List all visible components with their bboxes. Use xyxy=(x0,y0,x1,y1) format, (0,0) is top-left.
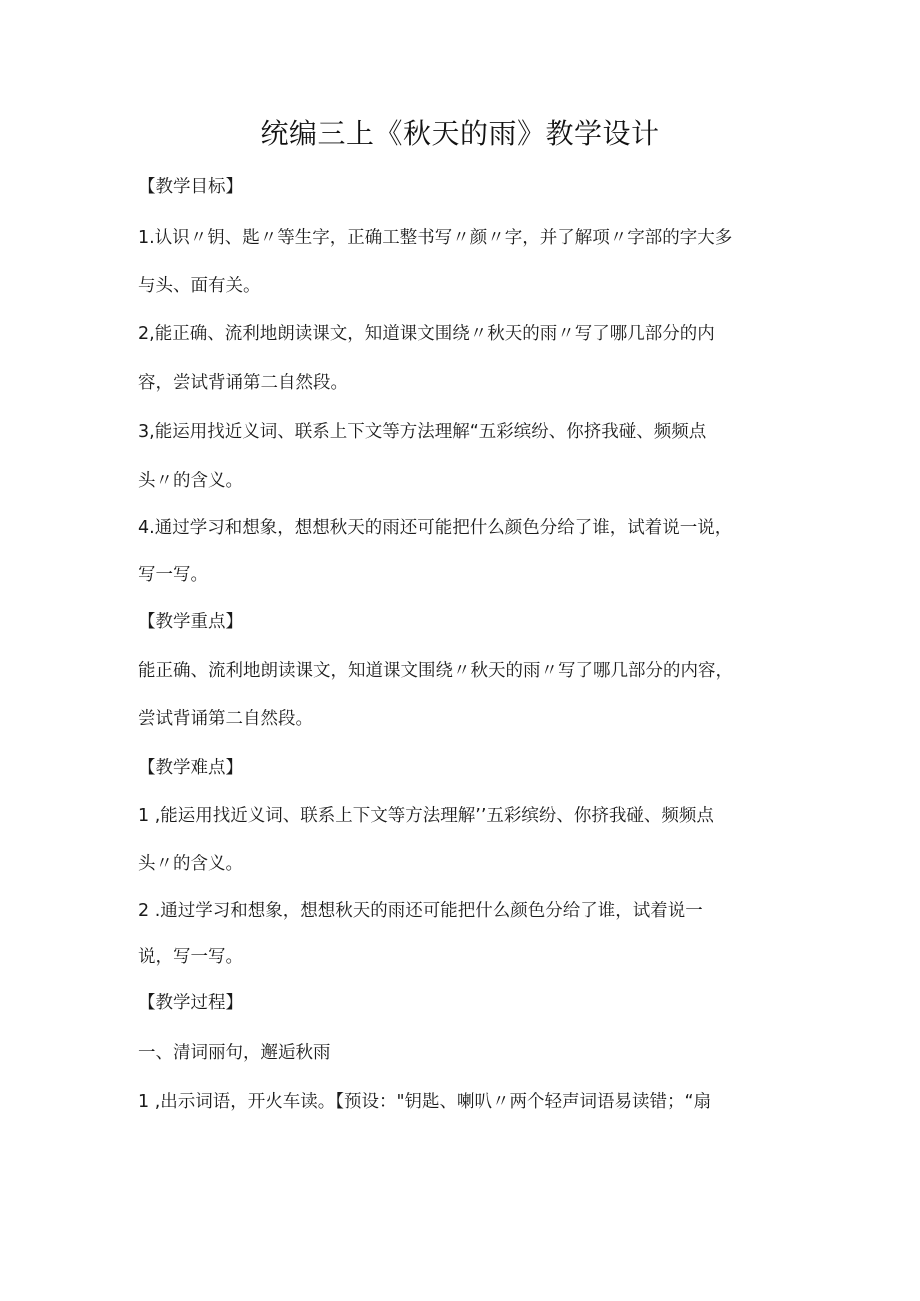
heading-teaching-process: 【教学过程】 xyxy=(138,993,243,1013)
goal-1-line-1: 1.认识〃钥、匙〃等生字，正确工整书写〃颜〃字，并了解项〃字部的字大多 xyxy=(138,228,733,248)
goal-2-line-1: 2,能正确、流利地朗读课文，知道课文围绕〃秋天的雨〃写了哪几部分的内 xyxy=(138,324,715,344)
difficulty-2-line-1: 2 .通过学习和想象，想想秋天的雨还可能把什么颜色分给了谁，试着说一 xyxy=(138,901,703,921)
difficulty-1-line-2: 头〃的含义。 xyxy=(138,854,243,874)
goal-3-line-2: 头〃的含义。 xyxy=(138,471,243,491)
difficulty-1-line-1: 1 ,能运用找近义词、联系上下文等方法理解’’五彩缤纷、你挤我碰、频频点 xyxy=(138,806,714,826)
goal-4-line-1: 4.通过学习和想象，想想秋天的雨还可能把什么颜色分给了谁，试着说一说， xyxy=(138,518,733,538)
goal-3-line-1: 3,能运用找近义词、联系上下文等方法理解“五彩缤纷、你挤我碰、频频点 xyxy=(138,422,707,442)
goal-2-line-2: 容，尝试背诵第二自然段。 xyxy=(138,373,348,393)
process-step-1-line-1: 1 ,出示词语，开火车读。【预设："钥匙、喇叭〃两个轻声词语易读错；“扇 xyxy=(138,1092,712,1112)
heading-teaching-difficulties: 【教学难点】 xyxy=(138,758,243,778)
key-point-line-1: 能正确、流利地朗读课文，知道课文围绕〃秋天的雨〃写了哪几部分的内容， xyxy=(138,661,733,681)
goal-1-line-2: 与头、面有关。 xyxy=(138,276,261,296)
document-title: 统编三上《秋天的雨》教学设计 xyxy=(260,117,660,150)
heading-teaching-key-points: 【教学重点】 xyxy=(138,612,243,632)
difficulty-2-line-2: 说，写一写。 xyxy=(138,947,243,967)
goal-4-line-2: 写一写。 xyxy=(138,565,208,585)
key-point-line-2: 尝试背诵第二自然段。 xyxy=(138,709,313,729)
heading-teaching-goals: 【教学目标】 xyxy=(138,177,243,197)
process-section-1-title: 一、清词丽句，邂逅秋雨 xyxy=(138,1043,331,1063)
